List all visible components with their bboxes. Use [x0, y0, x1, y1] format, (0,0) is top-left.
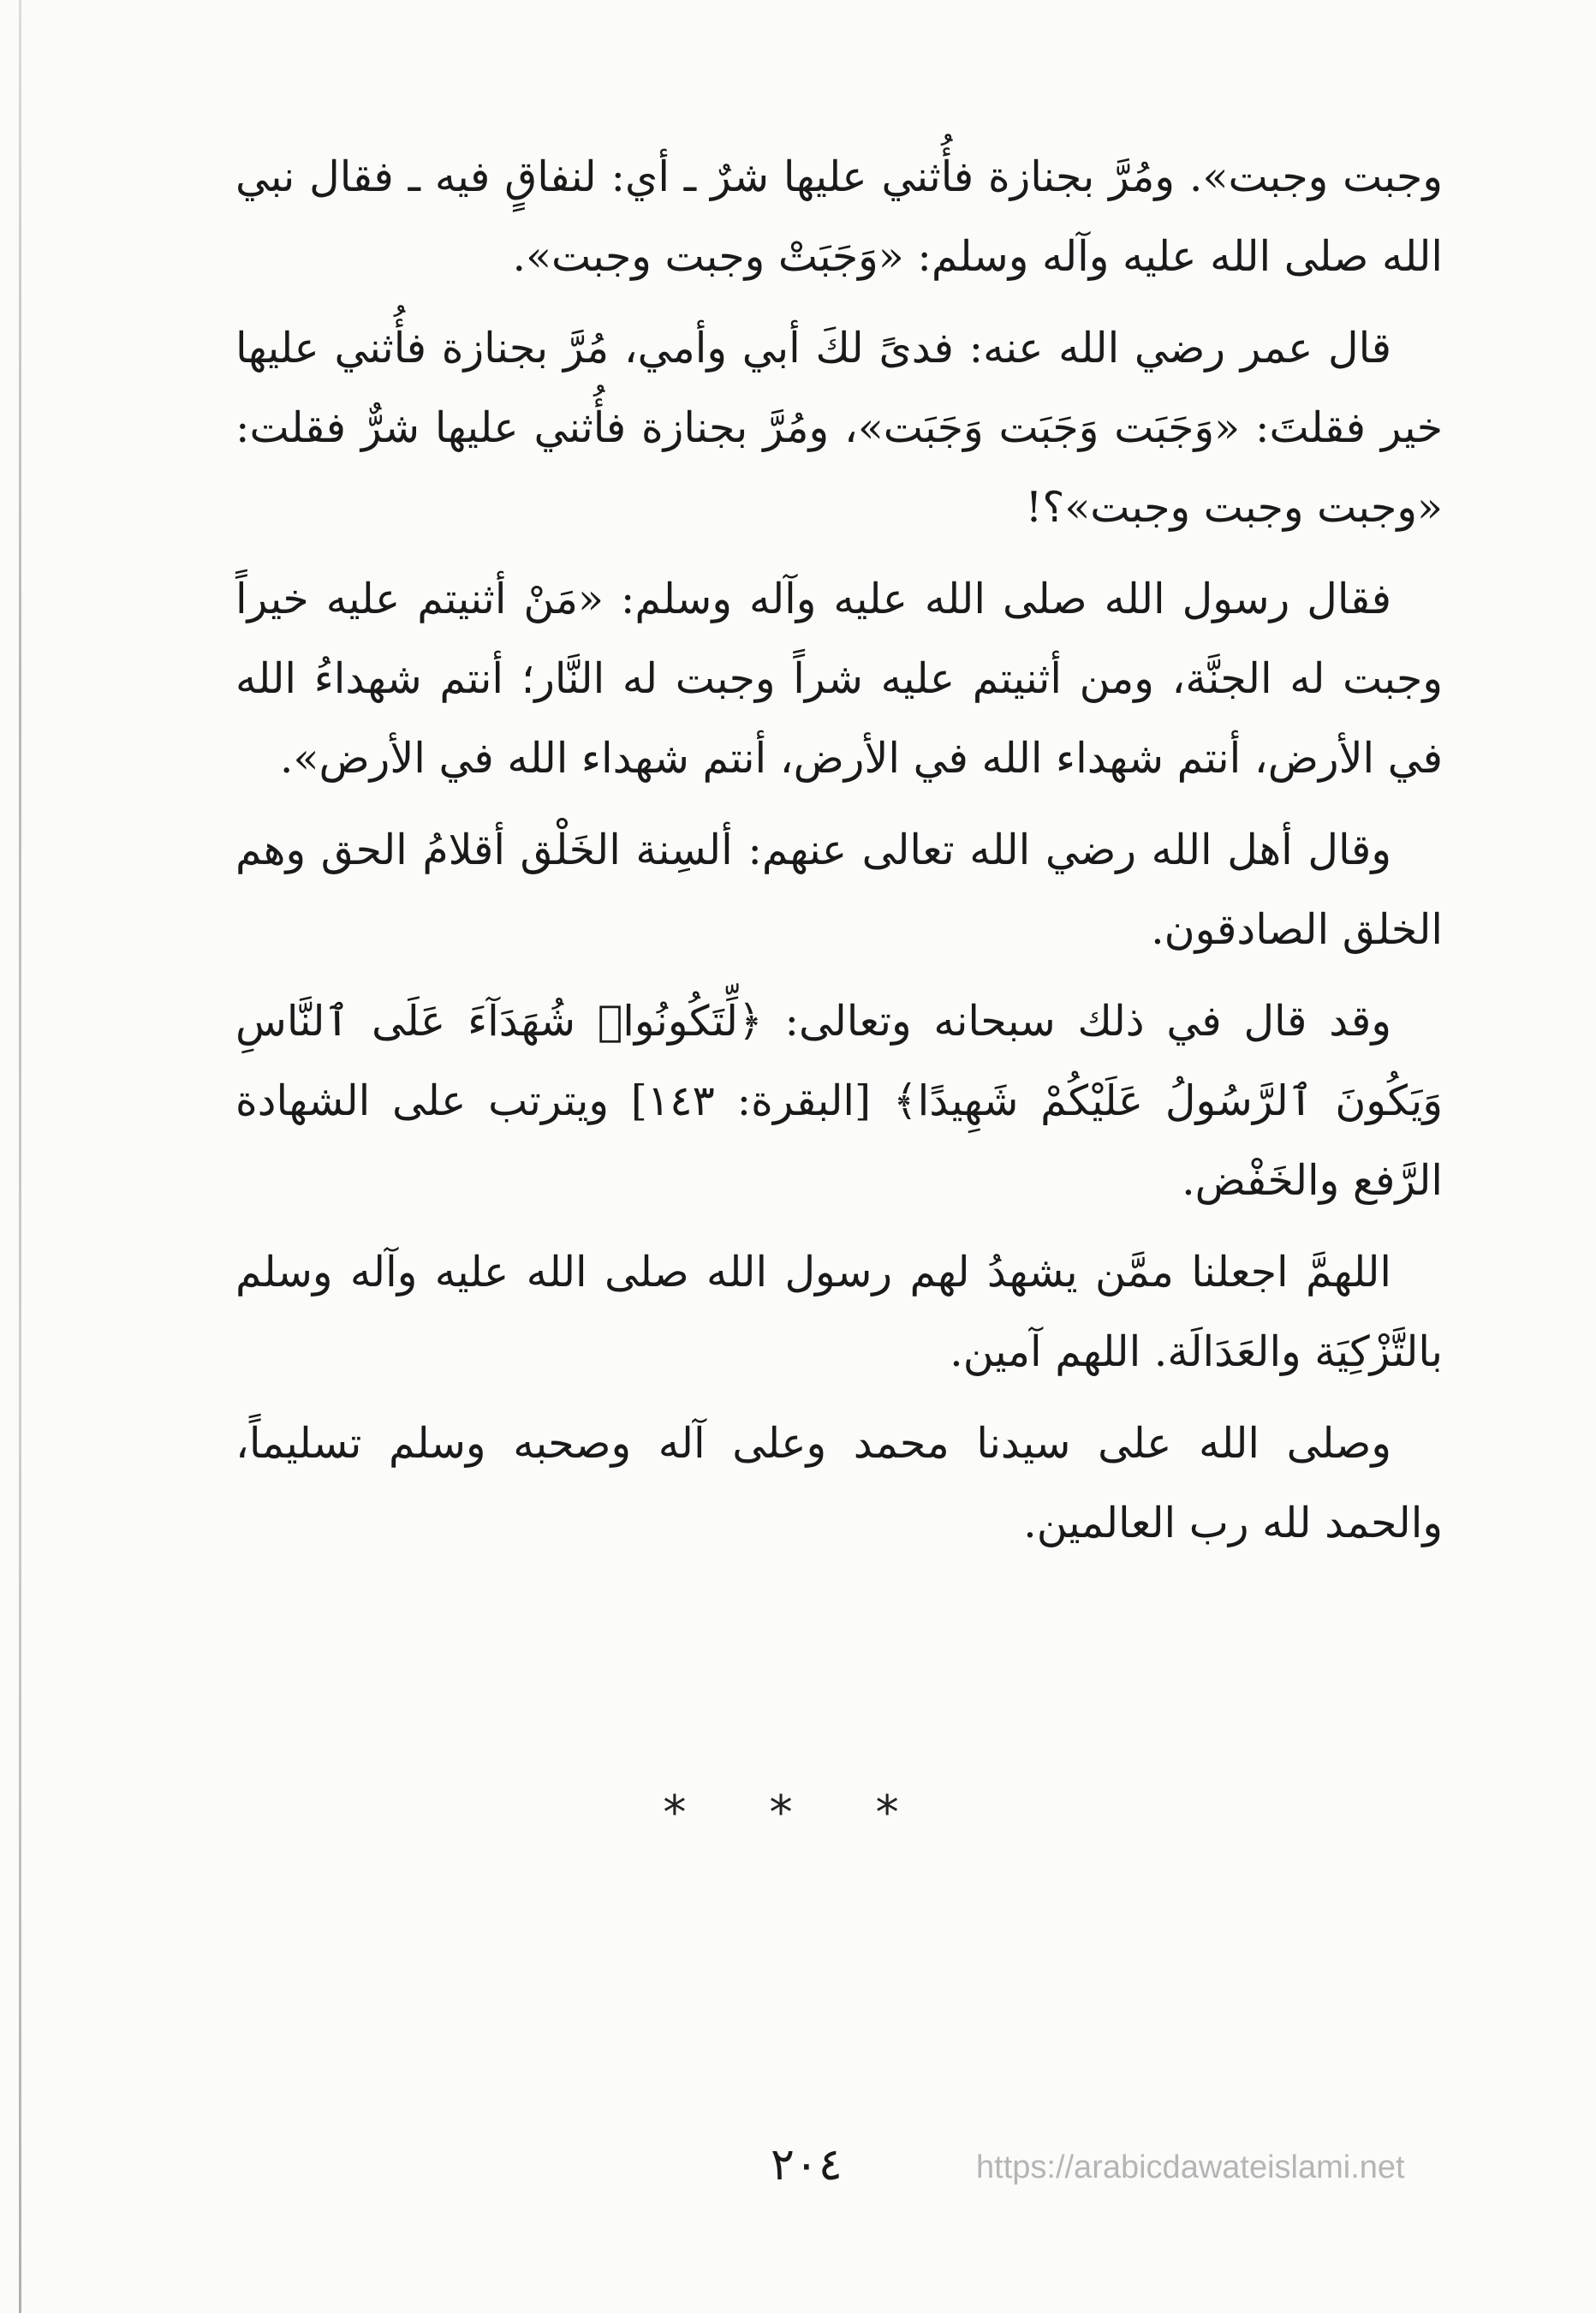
page-body	[235, 137, 1443, 1575]
paragraph-5	[235, 981, 1443, 1220]
paragraph-3: فقال رسول الله صلى الله عليه وآله وسلم: «مَنْ أثنيتم عليه خيراً وجبت له الجنَّة، ومن أثنيتم عليه شراً وجبت له النَّار؛ أنتم شهداءُ الله في الأرض، أنتم شهداء الله في الأرض، أنتم شهداء الله في الأرض».	[235, 575, 1443, 783]
paragraph-6: اللهمَّ اجعلنا ممَّن يشهدُ لهم رسول الله صلى الله عليه وآله وسلم بالتَّزْكِيَة والعَدَالَة. اللهم آمين.	[235, 1248, 1443, 1376]
paragraph-4: وقال أهل الله رضي الله تعالى عنهم: ألسِنة الخَلْق أقلامُ الحق وهم الخلق الصادقون.	[235, 826, 1443, 954]
quran-verse: ﴿لِّتَكُونُوا۟ شُهَدَآءَ عَلَى ٱلنَّاسِ وَيَكُونَ ٱلرَّسُولُ عَلَيْكُمْ شَهِيدًا﴾	[235, 997, 1443, 1125]
paragraph-7: وصلى الله على سيدنا محمد وعلى آله وصحبه وسلم تسليماً، والحمد لله رب العالمين.	[235, 1419, 1443, 1547]
page-edge	[19, 0, 21, 2313]
paragraph-1: وجبت وجبت». ومُرَّ بجنازة فأُثني عليها شرٌ ـ أي: لنفاقٍ فيه ـ فقال نبي الله صلى الله عليه وآله وسلم: «وَجَبَتْ وجبت وجبت».	[235, 152, 1443, 281]
page-footer	[0, 2139, 1596, 2199]
paragraph-5-intro: وقد قال في ذلك سبحانه وتعالى:	[762, 997, 1391, 1046]
section-separator: * * *	[663, 1785, 933, 1839]
page-number: ٢٠٤	[771, 2139, 843, 2191]
paragraph-2: قال عمر رضي الله عنه: فدىً لكَ أبي وأمي، مُرَّ بجنازة فأُثني عليها خير فقلتَ: «وَجَبَت وَجَبَت وَجَبَت»، ومُرَّ بجنازة فأُثني عليها شرٌّ فقلت: «وجبت وجبت وجبت»؟!	[235, 324, 1443, 532]
watermark-url: https://arabicdawateislami.net	[976, 2149, 1405, 2185]
paragraph-5-rest: [البقرة: ١٤٣] ويترتب على الشهادة الرَّفع والخَفْض.	[235, 1076, 1443, 1205]
